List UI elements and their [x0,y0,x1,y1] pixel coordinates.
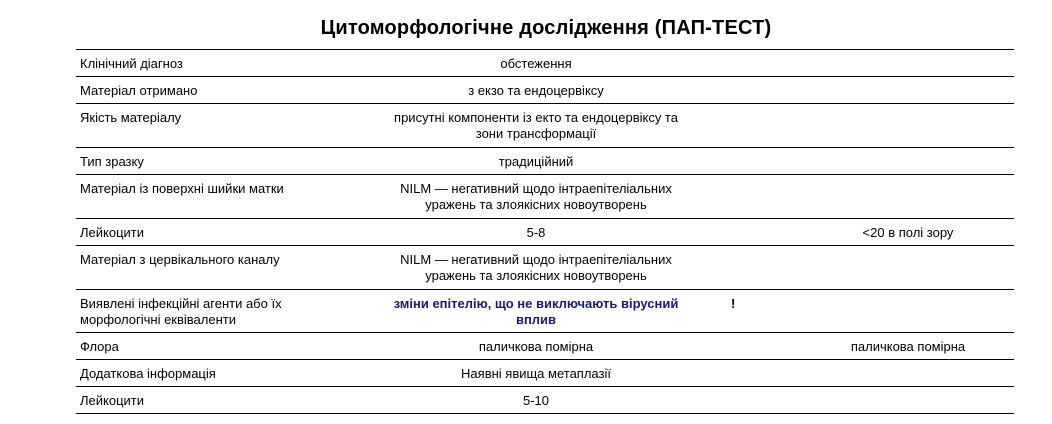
row-label: Тип зразку [80,154,144,169]
row-label: Лейкоцити [80,393,145,408]
table-row [76,246,1014,290]
table-row [76,333,1014,360]
row-value: 5-10 [522,393,550,408]
row-value: паличкова помірна [478,339,594,354]
table-row [76,360,1014,387]
table-row [76,290,1014,333]
row-label: Якість матеріалу [80,110,182,125]
row-value: 5-8 [526,225,546,240]
row-value: Наявні явища метаплазії [461,366,611,381]
row-label: Флора [80,339,119,354]
row-label: Виявлені інфекційні агенти або їх морфологічні еквіваленти [80,296,282,327]
row-label: Клінічний діагноз [80,56,183,71]
row-value: зміни епітелію, що не виключають вірусний вплив [393,296,679,327]
reference-value: <20 в полі зору [862,225,954,240]
row-value: з екзо та ендоцервіксу [468,83,604,98]
reference-value: паличкова помірна [850,339,966,354]
results-table [76,49,1014,414]
table-row [76,175,1014,219]
row-label: Матеріал з цервікального каналу [80,252,280,267]
table-row [76,50,1014,77]
table-row [76,77,1014,104]
table-row [76,148,1014,175]
table-row [76,387,1014,414]
row-value: NILM — негативний щодо інтраепітеліальних уражень та злоякісних новоутворень [400,252,672,283]
row-value: NILM — негативний щодо інтраепітеліальних уражень та злоякісних новоутворень [400,181,672,212]
row-value: традиційний [498,154,574,169]
row-value: присутні компоненти із екто та ендоцервіксу та зони трансформації [394,110,678,141]
abnormal-flag: ! [731,296,736,311]
report-title: Цитоморфологічне дослідження (ПАП-ТЕСТ) [320,17,772,39]
row-label: Лейкоцити [80,225,145,240]
table-row [76,219,1014,246]
row-label: Додаткова інформація [80,366,216,381]
row-label: Матеріал отримано [80,83,198,98]
table-row [76,104,1014,148]
row-value: обстеження [500,56,572,71]
row-label: Матеріал із поверхні шийки матки [80,181,284,196]
